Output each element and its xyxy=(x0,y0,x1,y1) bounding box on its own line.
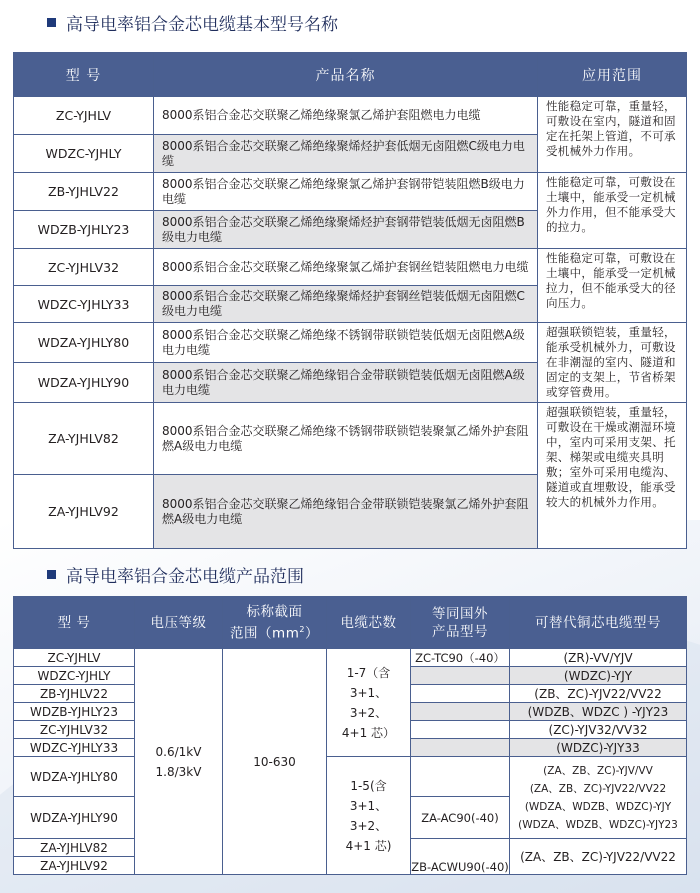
cores-cell-a xyxy=(327,649,411,757)
cores-line: 3+2、 xyxy=(349,705,388,720)
copper-group-line: (WDZA、WDZB、WDZC)-YJY23 xyxy=(518,818,678,831)
header-section-line2 xyxy=(223,621,326,643)
header-model: 型 号 xyxy=(14,53,154,97)
copper-cell: (WDZC)-YJY33 xyxy=(510,739,687,757)
header-model: 型 号 xyxy=(14,597,135,649)
square-bullet-icon xyxy=(47,18,56,27)
foreign-cell-empty xyxy=(411,703,510,721)
copper-cell: (WDZB、WDZC ) -YJY23 xyxy=(510,703,687,721)
product-cell: 8000系铝合金芯交联聚乙烯绝缘聚氯乙烯护套钢带铠装阻燃B级电力电缆 xyxy=(154,173,538,211)
cores-line: 4+1 芯) xyxy=(345,838,392,853)
header-copper: 可替代铜芯电缆型号 xyxy=(510,597,687,649)
copper-cell: (ZC)-YJV32/VV32 xyxy=(510,721,687,739)
foreign-cell-empty xyxy=(411,739,510,757)
header-product: 产品名称 xyxy=(154,53,538,97)
section-title-text: 高导电率铝合金芯电缆产品范围 xyxy=(66,566,304,587)
product-range-table xyxy=(13,596,686,875)
header-foreign-line2: 产品型号 xyxy=(432,623,488,640)
model-cell: ZB-YJHLV22 xyxy=(14,685,135,703)
model-cell: ZA-YJHLV92 xyxy=(14,475,154,549)
product-cell: 8000系铝合金芯交联聚乙烯绝缘铝合金带联锁铠装低烟无卤阻燃A级电力电缆 xyxy=(154,363,538,403)
foreign-cell-empty xyxy=(411,757,510,797)
header-section-close: ） xyxy=(304,625,319,642)
table-row xyxy=(14,757,687,797)
square-bullet-icon xyxy=(47,570,56,579)
header-section-sup: 2 xyxy=(299,624,305,634)
header-foreign-line1: 等同国外 xyxy=(432,605,488,622)
cores-line: 3+1、 xyxy=(349,798,388,813)
section-title-models xyxy=(47,11,338,33)
voltage-line1: 0.6/1kV xyxy=(155,744,202,759)
product-cell: 8000系铝合金芯交联聚乙烯绝缘铝合金带联锁铠装聚氯乙烯外护套阻燃A级电力电缆 xyxy=(154,475,538,549)
cores-line: 3+1、 xyxy=(349,685,388,700)
copper-group-line: (ZA、ZB、ZC)-YJV/VV xyxy=(543,764,653,777)
copper-group-cell xyxy=(510,757,687,839)
model-cell: WDZB-YJHLY23 xyxy=(14,211,154,249)
table-row xyxy=(14,403,687,475)
table-row xyxy=(14,323,687,363)
header-section xyxy=(223,597,327,649)
product-cell: 8000系铝合金芯交联聚乙烯绝缘聚烯烃护套钢带铠装低烟无卤阻燃B级电力电缆 xyxy=(154,211,538,249)
table-row xyxy=(14,97,687,135)
application-cell: 超强联锁铠装，重量轻，可敷设在干燥或潮湿环境中，室内可采用支架、托架、梯架或电缆夹具明敷；室外可采用电缆沟、隧道或直埋敷设，能承受较大的机械外力作用。 xyxy=(538,403,687,549)
foreign-cell-empty xyxy=(411,721,510,739)
copper-group-line: (WDZA、WDZB、WDZC)-YJY xyxy=(524,800,672,813)
model-cell: WDZA-YJHLY80 xyxy=(14,323,154,363)
model-cell: WDZC-YJHLY xyxy=(14,135,154,173)
cores-line: 3+2、 xyxy=(349,818,388,833)
table-row xyxy=(14,173,687,211)
cores-line: 1-5(含 xyxy=(350,778,387,793)
model-cell: WDZC-YJHLY33 xyxy=(14,739,135,757)
product-cell: 8000系铝合金芯交联聚乙烯绝缘聚氯乙烯护套阻燃电力电缆 xyxy=(154,97,538,135)
model-cell: WDZA-YJHLY80 xyxy=(14,757,135,797)
section-title-range xyxy=(47,563,304,585)
model-cell: ZC-YJHLV xyxy=(14,649,135,667)
table-row xyxy=(14,649,687,667)
application-cell: 性能稳定可靠，重量轻，可敷设在室内，隧道和固定在托架上管道，不可承受机械外力作用。 xyxy=(538,97,687,173)
header-application: 应用范围 xyxy=(538,53,687,97)
header-section-unit: 范围（mm xyxy=(230,625,300,642)
product-cell: 8000系铝合金芯交联聚乙烯绝缘聚氯乙烯护套钢丝铠装阻燃电力电缆 xyxy=(154,249,538,286)
header-voltage: 电压等级 xyxy=(135,597,223,649)
table-header-row xyxy=(14,53,687,97)
header-section-line1: 标称截面 xyxy=(246,603,303,620)
application-cell: 性能稳定可靠，可敷设在土壤中，能承受一定机械外力作用，但不能承受大的拉力。 xyxy=(538,173,687,249)
copper-cell: (ZA、ZB、ZC)-YJV22/VV22 xyxy=(510,839,687,875)
copper-group-line: (ZA、ZB、ZC)-YJV22/VV22 xyxy=(529,782,667,795)
voltage-cell xyxy=(135,649,223,875)
foreign-cell-empty xyxy=(411,685,510,703)
model-cell: ZC-YJHLV xyxy=(14,97,154,135)
model-cell: ZA-YJHLV92 xyxy=(14,857,135,875)
model-cell: ZA-YJHLV82 xyxy=(14,839,135,857)
section-title-text: 高导电率铝合金芯电缆基本型号名称 xyxy=(66,14,338,35)
model-cell: ZC-YJHLV32 xyxy=(14,249,154,286)
model-cell: ZC-YJHLV32 xyxy=(14,721,135,739)
foreign-cell: ZC-TC90（-40） xyxy=(411,649,510,667)
header-foreign xyxy=(411,597,510,649)
copper-cell: (ZB、ZC)-YJV22/VV22 xyxy=(510,685,687,703)
model-cell: WDZC-YJHLY xyxy=(14,667,135,685)
foreign-cell-empty xyxy=(411,667,510,685)
table-header-row xyxy=(14,597,687,649)
application-cell: 性能稳定可靠，可敷设在土壤中，能承受一定机械拉力，但不能承受大的径向压力。 xyxy=(538,249,687,323)
model-cell: WDZA-YJHLY90 xyxy=(14,363,154,403)
product-cell: 8000系铝合金芯交联聚乙烯绝缘聚烯烃护套低烟无卤阻燃C级电力电缆 xyxy=(154,135,538,173)
section-range-cell: 10-630 xyxy=(223,649,327,875)
foreign-cell: ZA-AC90(-40) xyxy=(411,797,510,839)
cores-line: 4+1 芯） xyxy=(341,725,396,740)
table-row xyxy=(14,249,687,286)
copper-cell: (WDZC)-YJY xyxy=(510,667,687,685)
application-cell: 超强联锁铠装，重量轻，能承受机械外力，可敷设在非潮湿的室内、隧道和固定的支架上，节省桥架或穿管费用。 xyxy=(538,323,687,403)
model-cell: WDZC-YJHLY33 xyxy=(14,286,154,323)
product-cell: 8000系铝合金芯交联聚乙烯绝缘不锈钢带联锁铠装低烟无卤阻燃A级电力电缆 xyxy=(154,323,538,363)
product-cell: 8000系铝合金芯交联聚乙烯绝缘聚烯烃护套钢丝铠装低烟无卤阻燃C级电力电缆 xyxy=(154,286,538,323)
voltage-line2: 1.8/3kV xyxy=(155,764,202,779)
model-cell: ZA-YJHLV82 xyxy=(14,403,154,475)
foreign-cell: ZB-ACWU90(-40) xyxy=(411,839,510,875)
model-cell: WDZA-YJHLY90 xyxy=(14,797,135,839)
header-cores: 电缆芯数 xyxy=(327,597,411,649)
product-cell: 8000系铝合金芯交联聚乙烯绝缘不锈钢带联锁铠装聚氯乙烯外护套阻燃A级电力电缆 xyxy=(154,403,538,475)
model-cell: ZB-YJHLV22 xyxy=(14,173,154,211)
cores-line: 1-7（含 xyxy=(346,665,391,680)
model-cell: WDZB-YJHLY23 xyxy=(14,703,135,721)
copper-cell: (ZR)-VV/YJV xyxy=(510,649,687,667)
model-name-table xyxy=(13,52,686,549)
cores-cell-b xyxy=(327,757,411,875)
